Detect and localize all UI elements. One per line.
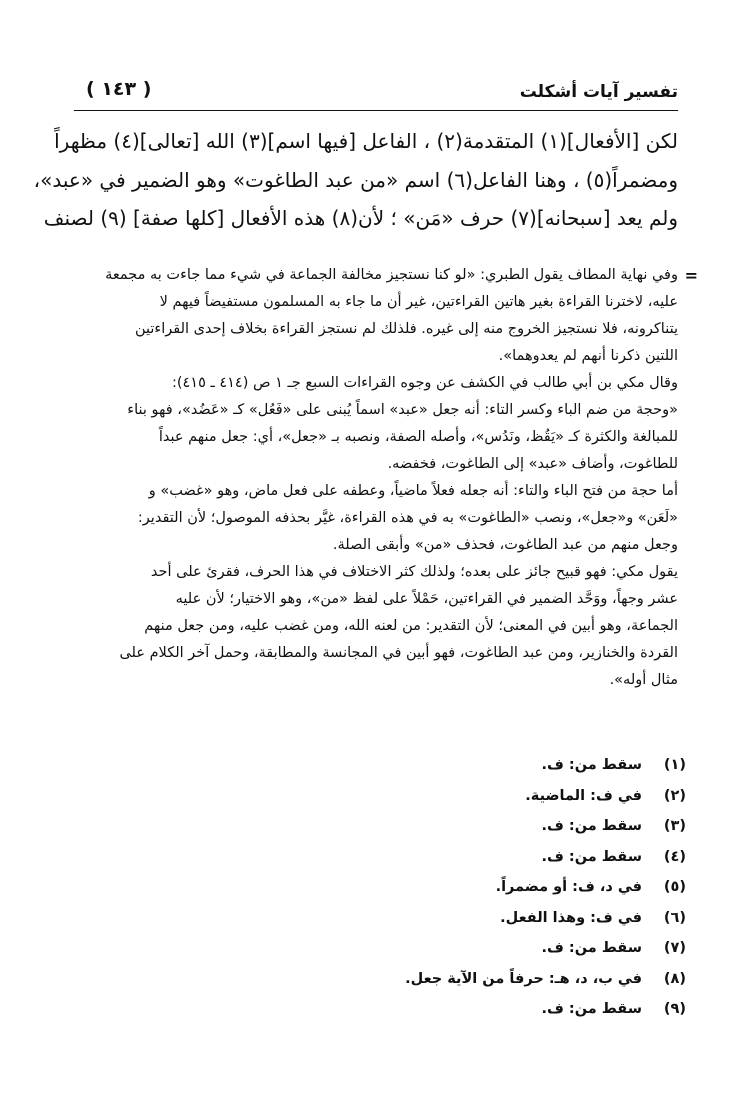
footnote <box>74 781 686 812</box>
footnote <box>74 811 686 842</box>
footnote-text: في ف: وهذا الفعل. <box>500 909 642 926</box>
running-title: تفسير آيات أشكلت <box>519 82 678 102</box>
commentary-line: للطاغوت، وأضاف «عبد» إلى الطاغوت، فخفضه. <box>387 456 678 472</box>
footnote-text: في ف: الماضية. <box>525 787 642 804</box>
footnote-number: (١) <box>663 757 686 773</box>
commentary-line: عليه، لاخترنا القراءة بغير هاتين القراءتين، غير أن ما جاء به المسلمون مستفيضاً فيهم لا <box>159 294 678 310</box>
commentary-block <box>74 262 698 694</box>
footnote-number: (٣) <box>663 818 686 834</box>
footnote-number: (٦) <box>663 909 686 926</box>
main-text-line: لكن [الأفعال](١) المتقدمة(٢) ، الفاعل [فيها اسم](٣) الله [تعالى](٤) مظهراً <box>54 129 678 153</box>
footnote-text: في ب، د، هـ: حرفاً من الآية جعل. <box>405 970 642 987</box>
footnote <box>74 903 686 934</box>
commentary-line: الجماعة، وهو أبين في المعنى؛ لأن التقدير: من لعنه الله، ومن غضب عليه، ومن جعل منهم <box>144 618 678 634</box>
footnotes <box>74 750 686 1025</box>
footnote <box>74 933 686 964</box>
header-rule <box>74 110 678 111</box>
commentary-line: القردة والخنازير، ومن عبد الطاغوت، فهو أبين في المجانسة والمطابقة، وحمل آخر الكلام على <box>119 645 678 661</box>
commentary-line: للمبالغة والكثرة كـ «يَقُظ، ونَدُس»، وأصله الصفة، ونصبه بـ «جعل»، أي: جعل منهم عبداً <box>158 429 678 445</box>
footnote-number: (٤) <box>663 848 686 865</box>
footnote-number: (٧) <box>663 940 686 956</box>
commentary-line: «لَعَن» و«جعل»، ونصب «الطاغوت» به في هذه القراءة، غيَّر بحذفه الموصول؛ لأن التقدير: <box>137 510 678 526</box>
commentary-line: وجعل منهم من عبد الطاغوت، فحذف «من» وأبقى الصلة. <box>332 537 678 553</box>
footnote <box>74 994 686 1025</box>
footnote-text: سقط من: ف. <box>541 940 642 956</box>
main-text-line: ولم يعد [سبحانه](٧) حرف «مَن» ؛ لأن(٨) هذه الأفعال [كلها صفة] (٩) لصنف <box>43 206 678 230</box>
commentary-line: يقول مكي: فهو قبيح جائز على بعده؛ ولذلك كثر الاختلاف في هذا الحرف، فقرئ على أحد <box>150 564 678 580</box>
footnote-text: سقط من: ف. <box>541 1001 642 1017</box>
continuation-mark: = <box>684 266 698 285</box>
footnote <box>74 842 686 873</box>
footnote-number: (٩) <box>663 1001 686 1017</box>
commentary-line: مثال أوله». <box>609 672 678 688</box>
footnote <box>74 750 686 781</box>
page-header <box>70 76 678 110</box>
main-text-line: ومضمراً(٥) ، وهنا الفاعل(٦) اسم «من عبد الطاغوت» وهو الضمير في «عبد»، <box>33 167 678 192</box>
commentary-line: أما حجة من فتح الباء والتاء: أنه جعله فعلاً ماضياً، وعطفه على فعل ماض، وهو «غضب» و <box>148 483 678 499</box>
commentary-line: عشر وجهاً، ووَحَّد الضمير في القراءتين، حَمْلاً على لفظ «من»، وهو الاختيار؛ لأن عليه <box>175 591 678 607</box>
commentary-line: وفي نهاية المطاف يقول الطبري: «لو كنا نستجيز مخالفة الجماعة في شيء مما جاءت به مجمعة <box>105 267 678 283</box>
page-number: ( ١٤٣ ) <box>86 78 152 100</box>
footnote-text: سقط من: ف. <box>541 818 642 834</box>
footnote-number: (٢) <box>663 787 686 804</box>
main-text <box>33 122 678 238</box>
commentary-line: يتناكرونه، فلا نستجيز الخروج منه إلى غيره. فلذلك لم نستجز القراءة بخلاف إحدى القراءتين <box>134 321 678 337</box>
footnote <box>74 964 686 995</box>
footnote <box>74 872 686 903</box>
footnote-number: (٨) <box>663 970 686 987</box>
commentary-line: وقال مكي بن أبي طالب في الكشف عن وجوه القراءات السبع جـ ١ ص (٤١٤ ـ ٤١٥): <box>171 375 678 391</box>
footnote-number: (٥) <box>663 879 686 895</box>
commentary-line: اللتين ذكرنا أنهم لم يعدوهما». <box>498 348 678 364</box>
commentary-line: «وحجة من ضم الباء وكسر التاء: أنه جعل «عبد» اسماً يُبنى على «فَعُل» كـ «عَضُد»، فهو بناء <box>127 402 678 418</box>
footnote-text: سقط من: ف. <box>541 757 642 773</box>
footnote-text: في د، ف: أو مضمراً. <box>495 879 642 895</box>
footnote-text: سقط من: ف. <box>541 848 642 865</box>
